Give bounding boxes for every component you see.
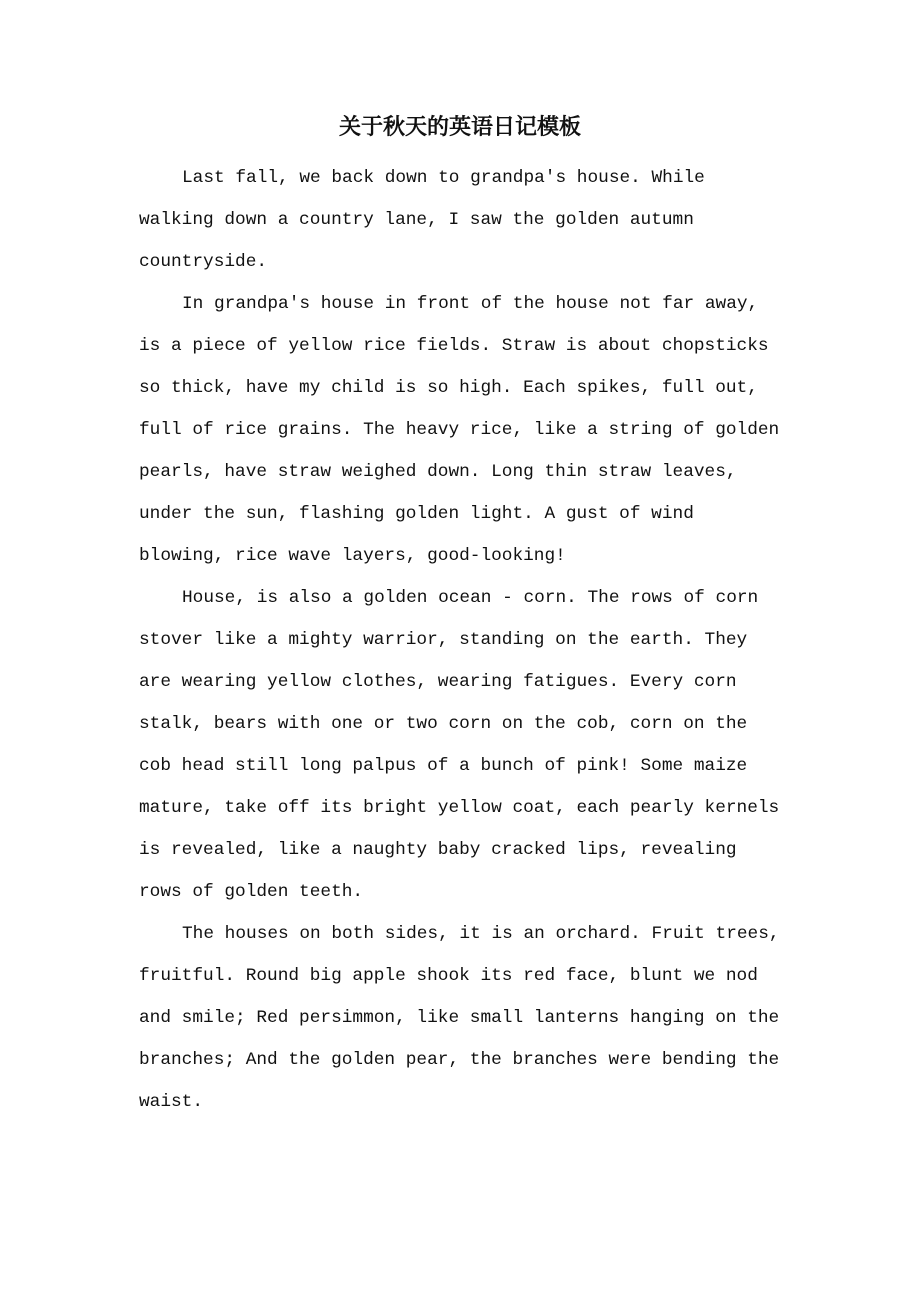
paragraph-2: In grandpa's house in front of the house not far away, is a piece of yellow rice fields. Straw is about chopsticks so thick, have my child is so high. Each spikes, full out, full of rice grains. The heavy rice, like a string of golden pearls, have straw weighed down. Long thin straw leaves, under the sun, flashing golden light. A gust of wind blowing, rice wave layers, good-looking! bbox=[139, 294, 780, 566]
paragraph-3: House, is also a golden ocean - corn. The rows of corn stover like a mighty warrior, standing on the earth. They are wearing yellow clothes, wearing fatigues. Every corn stalk, bears with one or two corn on the cob, corn on the cob head still long palpus of a bunch of pink! Some maize mature, take off its bright yellow coat, each pearly kernels is revealed, like a naughty baby cracked lips, revealing rows of golden teeth. bbox=[139, 588, 780, 902]
paragraph-1: Last fall, we back down to grandpa's house. While walking down a country lane, I saw the golden autumn countryside. bbox=[139, 168, 705, 272]
paragraph-4: The houses on both sides, it is an orchard. Fruit trees, fruitful. Round big apple shook its red face, blunt we nod and smile; Red persimmon, like small lanterns hanging on the branches; And the golden pear, the branches were bending the waist. bbox=[139, 924, 780, 1112]
document-body bbox=[139, 157, 784, 1123]
page-title: 关于秋天的英语日记模板 bbox=[338, 115, 581, 140]
